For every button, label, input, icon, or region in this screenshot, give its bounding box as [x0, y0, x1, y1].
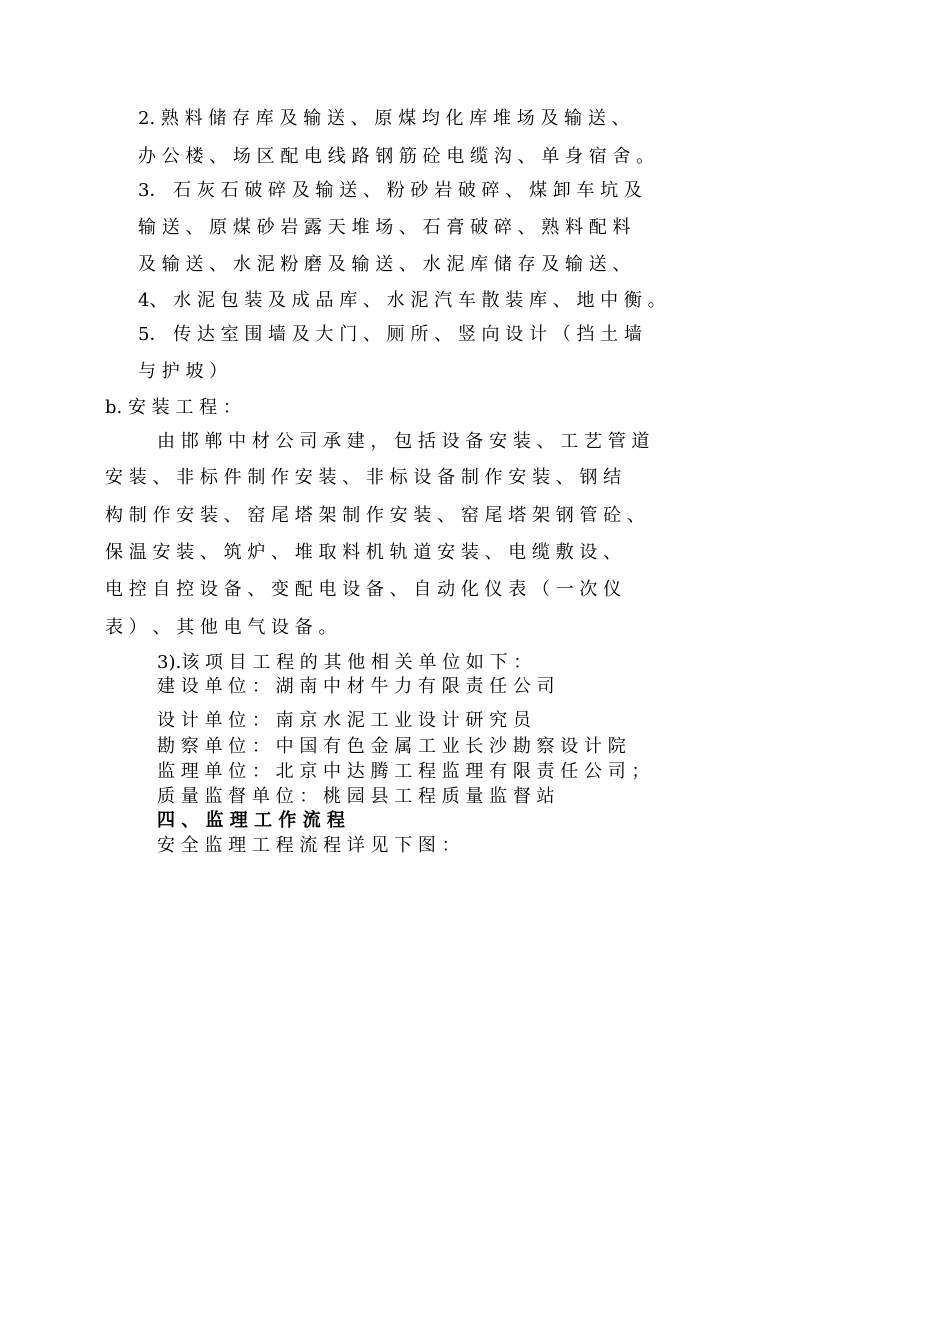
installation-line-4: 保 温 安 装 、 筑 炉 、 堆 取 料 机 轨 道 安 装 、 电 缆 敷 设 、: [105, 542, 622, 563]
item-2-line-1: 2. 熟 料 储 存 库 及 输 送 、 原 煤 均 化 库 堆 场 及 输 送 、: [138, 108, 630, 129]
item-5-line-2: 与 护 坡 ）: [138, 361, 228, 382]
installation-line-5: 电 控 自 控 设 备 、 变 配 电 设 备 、 自 动 化 仪 表 （ 一 次 仪: [105, 579, 622, 600]
supervision-unit: 监 理 单 位 ： 北 京 中 达 腾 工 程 监 理 有 限 责 任 公 司 ；: [157, 761, 650, 782]
item-5-line-1: 5． 传 达 室 围 墙 及 大 门 、 厕 所 、 竖 向 设 计 （ 挡 土 墙: [138, 324, 642, 345]
item-3-line-3: 及 输 送 、 水 泥 粉 磨 及 输 送 、 水 泥 库 储 存 及 输 送 、: [138, 254, 631, 275]
quality-supervision-unit: 质 量 监 督 单 位 ： 桃 园 县 工 程 质 量 监 督 站: [157, 786, 555, 807]
design-unit: 设 计 单 位 ： 南 京 水 泥 工 业 设 计 研 究 员: [157, 710, 531, 731]
item-2-line-2: 办 公 楼 、 场 区 配 电 线 路 钢 筋 砼 电 缆 沟 、 单 身 宿 舍 。: [138, 146, 655, 167]
section-4-text: 安 全 监 理 工 程 流 程 详 见 下 图 ：: [157, 835, 460, 856]
item-3-line-1: 3． 石 灰 石 破 碎 及 输 送 、 粉 砂 岩 破 碎 、 煤 卸 车 坑 及: [138, 180, 642, 201]
section-4-heading: 四 、 监 理 工 作 流 程: [157, 810, 345, 831]
owner-unit: 建 设 单 位 ： 湖 南 中 材 牛 力 有 限 责 任 公 司: [157, 676, 555, 697]
installation-heading: b. 安 装 工 程 ：: [105, 397, 241, 418]
installation-line-6: 表 ） 、 其 他 电 气 设 备 。: [105, 617, 337, 638]
related-units-intro: 3).该 项 目 工 程 的 其 他 相 关 单 位 如 下 ：: [157, 652, 532, 673]
installation-line-2: 安 装 、 非 标 件 制 作 安 装 、 非 标 设 备 制 作 安 装 、 钢 结: [105, 467, 622, 488]
installation-line-3: 构 制 作 安 装 、 窑 尾 塔 架 制 作 安 装 、 窑 尾 塔 架 钢 管 砼 、: [105, 505, 645, 526]
item-4-line-1: 4、 水 泥 包 装 及 成 品 库 、 水 泥 汽 车 散 装 库 、 地 中 衡 。: [138, 290, 666, 311]
survey-unit: 勘 察 单 位 ： 中 国 有 色 金 属 工 业 长 沙 勘 察 设 计 院: [157, 736, 626, 757]
installation-line-1: 由 邯 郸 中 材 公 司 承 建 ， 包 括 设 备 安 装 、 工 艺 管 道: [157, 431, 650, 452]
item-3-line-2: 输 送 、 原 煤 砂 岩 露 天 堆 场 、 石 膏 破 碎 、 熟 料 配 料: [138, 217, 631, 238]
